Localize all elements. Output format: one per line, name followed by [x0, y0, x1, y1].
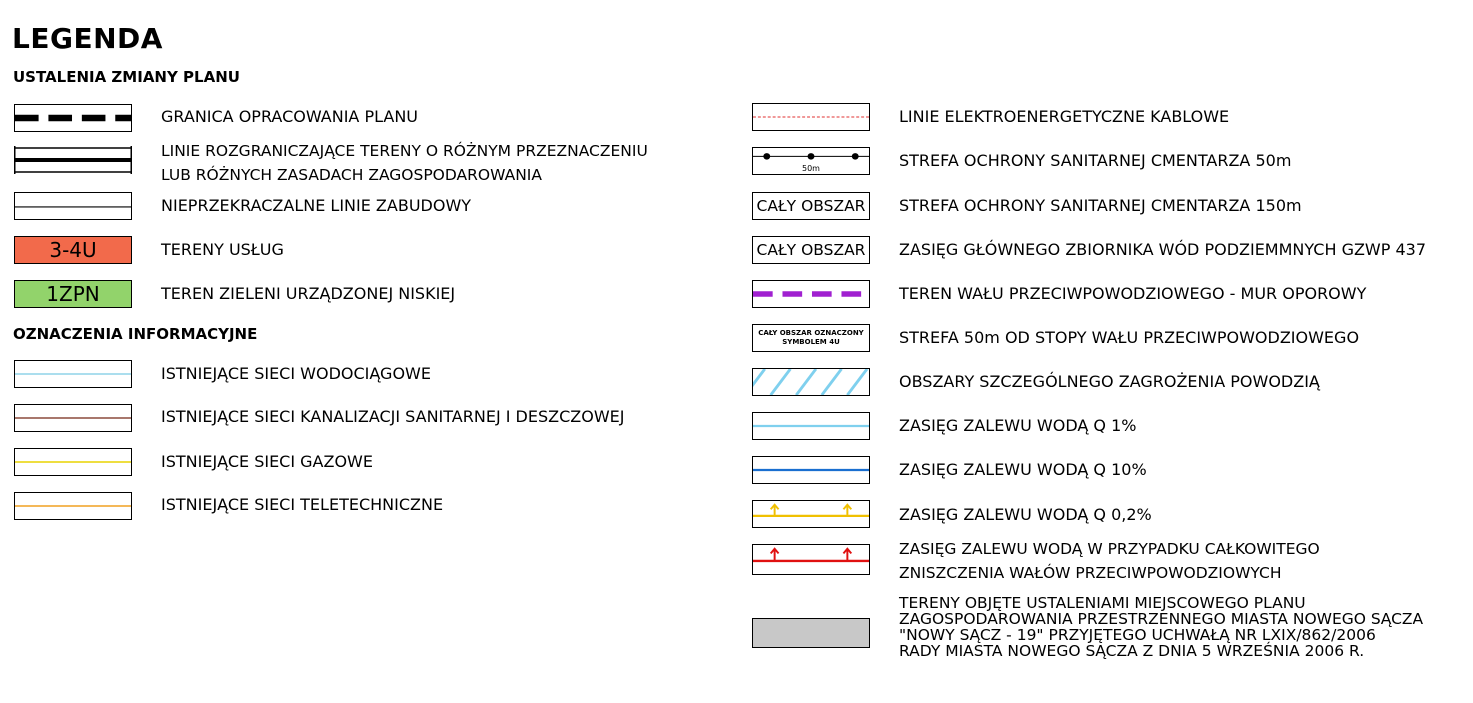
label-line-2: ZNISZCZENIA WAŁÓW PRZECIWPOWODZIOWYCH — [899, 564, 1282, 582]
symbol-text-50m: 50m — [802, 164, 820, 173]
label-line-1: ZASIĘG ZALEWU WODĄ W PRZYPADKU CAŁKOWITEGO — [899, 540, 1320, 558]
symbol-flood-q1 — [752, 412, 870, 440]
legend-label-embankment-zone: STREFA 50m OD STOPY WAŁU PRZECIWPOWODZIOWEGO — [899, 328, 1360, 347]
legend-label-building-lines: NIEPRZEKRACZALNE LINIE ZABUDOWY — [161, 196, 472, 215]
legend-label-plan-boundary: GRANICA OPRACOWANIA PLANU — [161, 107, 419, 126]
legend-label-demarcation-lines — [161, 143, 648, 183]
label-line-1: TERENY OBJĘTE USTALENIAMI MIEJSCOWEGO PLANU — [899, 594, 1306, 612]
symbol-gzwp-437 — [752, 236, 870, 264]
symbol-flood-total-failure — [752, 544, 870, 575]
label-line-2: LUB RÓŻNYCH ZASADACH ZAGOSPODAROWANIA — [161, 166, 542, 184]
symbol-flood-hazard-area — [752, 368, 870, 396]
legend-label-flood-q02: ZASIĘG ZALEWU WODĄ Q 0,2% — [899, 505, 1152, 524]
symbol-text-green: 1ZPN — [46, 282, 100, 306]
legend-label-gas-network: ISTNIEJĄCE SIECI GAZOWE — [161, 452, 373, 471]
legend-label-cemetery-150m: STREFA OCHRONY SANITARNEJ CMENTARZA 150m — [899, 196, 1302, 215]
legend-label-sewer-network: ISTNIEJĄCE SIECI KANALIZACJI SANITARNEJ I DESZCZOWEJ — [161, 407, 625, 426]
symbol-text-whole-area-1: CAŁY OBSZAR — [756, 197, 866, 215]
symbol-plan-boundary — [14, 104, 132, 132]
legend-label-flood-q10: ZASIĘG ZALEWU WODĄ Q 10% — [899, 460, 1147, 479]
legend-label-water-network: ISTNIEJĄCE SIECI WODOCIĄGOWE — [161, 364, 431, 383]
symbol-building-lines — [14, 192, 132, 220]
legend-label-green: TEREN ZIELENI URZĄDZONEJ NISKIEJ — [161, 284, 456, 303]
symbol-water-network — [14, 360, 132, 388]
symbol-text-line-1: CAŁY OBSZAR OZNACZONY — [758, 329, 864, 337]
legend-label-flood-total-failure — [899, 541, 1320, 581]
label-line-4: RADY MIASTA NOWEGO SĄCZA Z DNIA 5 WRZEŚNIA 2006 R. — [899, 642, 1365, 660]
symbol-cemetery-150m — [752, 192, 870, 220]
symbol-flood-q10 — [752, 456, 870, 484]
symbol-demarcation-lines — [14, 146, 132, 174]
symbol-green-area — [14, 280, 132, 308]
symbol-text-embankment — [753, 325, 869, 351]
section-heading-ustalenia: USTALENIA ZMIANY PLANU — [13, 68, 240, 86]
symbol-text-services: 3-4U — [49, 238, 97, 262]
legend-label-flood-wall: TEREN WAŁU PRZECIWPOWODZIOWEGO - MUR OPOROWY — [899, 284, 1367, 303]
symbol-services-area — [14, 236, 132, 264]
symbol-text-whole-area-2: CAŁY OBSZAR — [756, 241, 866, 259]
legend-label-flood-hazard-area: OBSZARY SZCZEGÓLNEGO ZAGROŻENIA POWODZIĄ — [899, 372, 1320, 391]
label-line-3: "NOWY SĄCZ - 19" PRZYJĘTEGO UCHWAŁĄ NR LXIX/862/2006 — [899, 626, 1376, 644]
legend-label-power-cables: LINIE ELEKTROENERGETYCZNE KABLOWE — [899, 107, 1230, 126]
label-line-2: ZAGOSPODAROWANIA PRZESTRZENNEGO MIASTA NOWEGO SĄCZA — [899, 610, 1424, 628]
symbol-cemetery-50m — [752, 147, 870, 175]
symbol-sewer-network — [14, 404, 132, 432]
section-heading-oznaczenia: OZNACZENIA INFORMACYJNE — [13, 325, 258, 343]
symbol-flood-wall — [752, 280, 870, 308]
symbol-telecom-network — [14, 492, 132, 520]
symbol-flood-q02 — [752, 500, 870, 528]
legend-label-other-plan-area — [899, 595, 1423, 659]
label-line-1: LINIE ROZGRANICZAJĄCE TERENY O RÓŻNYM PRZEZNACZENIU — [161, 142, 648, 160]
symbol-text-line-2: SYMBOLEM 4U — [782, 338, 840, 346]
legend-label-flood-q1: ZASIĘG ZALEWU WODĄ Q 1% — [899, 416, 1137, 435]
legend-label-cemetery-50m: STREFA OCHRONY SANITARNEJ CMENTARZA 50m — [899, 151, 1292, 170]
symbol-power-cables — [752, 103, 870, 131]
symbol-other-plan-area — [752, 618, 870, 648]
legend-label-telecom-network: ISTNIEJĄCE SIECI TELETECHNICZNE — [161, 495, 444, 514]
legend-label-gzwp-437: ZASIĘG GŁÓWNEGO ZBIORNIKA WÓD PODZIEMMNYCH GZWP 437 — [899, 240, 1427, 259]
legend-title: LEGENDA — [12, 22, 163, 55]
symbol-embankment-zone — [752, 324, 870, 352]
legend-label-services: TERENY USŁUG — [161, 240, 284, 259]
symbol-gas-network — [14, 448, 132, 476]
